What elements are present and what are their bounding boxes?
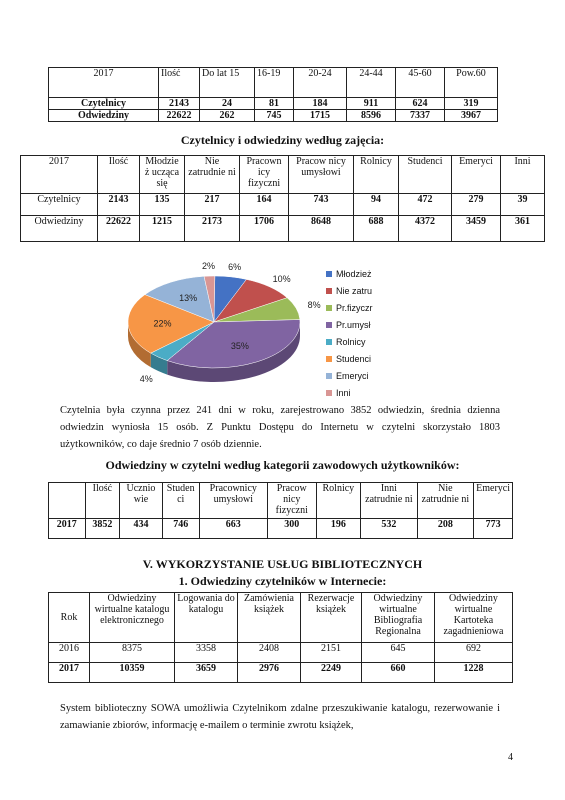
legend-swatch [326, 356, 332, 362]
table-cell: 745 [255, 110, 294, 122]
table-cell: 688 [354, 216, 399, 242]
table-row [49, 98, 498, 110]
legend-item [326, 333, 381, 350]
table-cell: 2143 [159, 98, 200, 110]
table-cell: 660 [362, 663, 435, 683]
table-row [21, 216, 545, 242]
table-header-row [49, 68, 498, 98]
table-cell: 911 [347, 98, 396, 110]
heading-occupation: Czytelnicy i odwiedziny według zajęcia: [180, 133, 385, 147]
subsection-title: 1. Odwiedziny czytelników w Internecie: [178, 574, 387, 588]
table-cell: 94 [354, 194, 399, 216]
table-header-cell: Ucznio wie [120, 483, 163, 519]
table-row [49, 663, 513, 683]
table-header-cell [49, 483, 86, 519]
table-header-cell: Pracown icy fizyczni [240, 156, 289, 194]
table-header-cell: 24-44 [347, 68, 396, 98]
legend-label: Pr.fizyczr [336, 302, 373, 313]
table-header-cell: Rok [49, 593, 90, 643]
pie-data-label: 8% [307, 300, 321, 311]
table-cell: 208 [417, 519, 474, 539]
pie-data-label: 13% [179, 293, 198, 304]
table-cell: 4372 [399, 216, 452, 242]
legend-label: Rolnicy [336, 336, 366, 347]
legend-swatch [326, 339, 332, 345]
table-cell: 773 [474, 519, 513, 539]
table-row [49, 110, 498, 122]
table-row [21, 194, 545, 216]
table-cell: 1715 [294, 110, 347, 122]
pie-data-label: 10% [272, 274, 291, 285]
legend-item [326, 350, 381, 367]
table-cell: 3852 [85, 519, 120, 539]
table-cell: 10359 [90, 663, 175, 683]
table-cell: 1228 [435, 663, 513, 683]
table-cell: 8375 [90, 643, 175, 663]
legend-swatch [326, 390, 332, 396]
table-header-cell: Pracow nicy fizyczni [267, 483, 316, 519]
table-cell: 196 [316, 519, 361, 539]
table-header-cell: 2017 [49, 68, 159, 98]
table-cell: 472 [399, 194, 452, 216]
table-header-cell: Odwiedziny wirtualne katalogu elektronicznego [90, 593, 175, 643]
table-cell: Czytelnicy [21, 194, 98, 216]
table-header-cell: Nie zatrudnie ni [185, 156, 240, 194]
table-cell: 24 [200, 98, 255, 110]
table-header-cell: Studenci [399, 156, 452, 194]
legend-item [326, 384, 381, 401]
table-header-cell: Ilość [98, 156, 140, 194]
table-header-cell: 16-19 [255, 68, 294, 98]
table-cell: 1706 [240, 216, 289, 242]
table-row [49, 643, 513, 663]
pie-data-label: 35% [230, 340, 249, 351]
table-header-row [49, 483, 513, 519]
table-cell: Odwiedziny [49, 110, 159, 122]
table-cell: 22622 [98, 216, 140, 242]
table-cell: 645 [362, 643, 435, 663]
table-header-cell: 45-60 [396, 68, 445, 98]
pie-data-label: 6% [228, 261, 242, 272]
table-cell: 2017 [49, 663, 90, 683]
table-header-cell: Studen ci [162, 483, 199, 519]
table-cell: 2151 [301, 643, 362, 663]
table-cell: 279 [452, 194, 501, 216]
table-cell: 135 [140, 194, 185, 216]
table-header-cell: Rezerwacje książek [301, 593, 362, 643]
legend-label: Pr.umysł [336, 319, 371, 330]
pie-data-label: 22% [153, 318, 172, 329]
table-header-cell: Ilość [85, 483, 120, 519]
table-header-cell: Pracownicy umysłowi [199, 483, 267, 519]
legend-item [326, 367, 381, 384]
table-cell: 8596 [347, 110, 396, 122]
table-cell: 3459 [452, 216, 501, 242]
pie-data-label: 2% [201, 260, 215, 271]
table-header-cell: Rolnicy [354, 156, 399, 194]
legend-swatch [326, 305, 332, 311]
table-cell: 746 [162, 519, 199, 539]
table-cell: 81 [255, 98, 294, 110]
table-header-cell: Młodzie ż ucząca się [140, 156, 185, 194]
table-cell: 692 [435, 643, 513, 663]
table-header-cell: Nie zatrudnie ni [417, 483, 474, 519]
legend-swatch [326, 271, 332, 277]
table-cell: 3659 [175, 663, 238, 683]
table-cell: 7337 [396, 110, 445, 122]
table-header-cell: Inni zatrudnie ni [361, 483, 417, 519]
paragraph-sowa-system: System biblioteczny SOWA umożliwia Czytelnikom zdalne przeszukiwanie katalogu, rezerwowanie i zamawianie zbiorów, informację e-mailem o terminie zwrotu książek, [60, 703, 500, 731]
occupation-pie-chart [104, 260, 324, 405]
table-cell: 2249 [301, 663, 362, 683]
table-cell: 743 [289, 194, 354, 216]
table-cell: 39 [501, 194, 545, 216]
table-header-cell: Logowania do katalogu [175, 593, 238, 643]
legend-label: Młodzież [336, 268, 372, 279]
table-cell: 184 [294, 98, 347, 110]
table-header-cell: Odwiedziny wirtualne Bibliografia Regionalna [362, 593, 435, 643]
table-cell: 2408 [238, 643, 301, 663]
table-header-cell: Pracow nicy umysłowi [289, 156, 354, 194]
table-cell: 1215 [140, 216, 185, 242]
table-cell: 2017 [49, 519, 86, 539]
table-header-cell: Pow.60 [445, 68, 498, 98]
table-cell: Czytelnicy [49, 98, 159, 110]
legend-swatch [326, 373, 332, 379]
table-cell: 164 [240, 194, 289, 216]
legend-swatch [326, 288, 332, 294]
table-cell: 2976 [238, 663, 301, 683]
legend-swatch [326, 322, 332, 328]
table-header-cell: Do lat 15 [200, 68, 255, 98]
table-cell: 300 [267, 519, 316, 539]
table-header-cell: Ilość [159, 68, 200, 98]
table-header-cell: Odwiedziny wirtualne Kartoteka zagadnieniowa [435, 593, 513, 643]
section-title: V. WYKORZYSTANIE USŁUG BIBLIOTECZNYCH [142, 557, 423, 571]
table-cell: 361 [501, 216, 545, 242]
legend-label: Nie zatru [336, 285, 373, 296]
table-cell: 532 [361, 519, 417, 539]
table-header-row [49, 593, 513, 643]
legend-item [326, 299, 381, 316]
table-cell: 217 [185, 194, 240, 216]
heading-visits-by-category: Odwiedziny w czytelni według kategorii zawodowych użytkowników: [105, 458, 460, 472]
table-header-cell: Emeryci [474, 483, 513, 519]
table-cell: 434 [120, 519, 163, 539]
table-cell: 2173 [185, 216, 240, 242]
table-cell: 3358 [175, 643, 238, 663]
table-header-cell: Zamówienia książek [238, 593, 301, 643]
table-cell: 2016 [49, 643, 90, 663]
paragraph-reading-room: Czytelnia była czynna przez 241 dni w roku, zarejestrowano 3852 odwiedzin, średnia dzienna odwiedzin wyniosła 15 osób. Z Punktu Dostępu do Internetu w czytelni skorzystało 1803 użytkowników, co daje średnio 7 osób dziennie. [60, 405, 500, 450]
table-cell: 2143 [98, 194, 140, 216]
table-internet-visits [48, 592, 513, 683]
table-cell: 22622 [159, 110, 200, 122]
table-cell: 262 [200, 110, 255, 122]
table-cell: Odwiedziny [21, 216, 98, 242]
table-cell: 8648 [289, 216, 354, 242]
table-header-row [21, 156, 545, 194]
table-cell: 663 [199, 519, 267, 539]
page-number: 4 [508, 752, 513, 763]
table-visits-by-category [48, 482, 513, 539]
legend-label: Studenci [336, 353, 372, 364]
table-header-cell: Emeryci [452, 156, 501, 194]
table-header-cell: 2017 [21, 156, 98, 194]
pie-data-label: 4% [139, 373, 153, 384]
legend-item [326, 316, 381, 333]
table-occupation [20, 155, 545, 242]
table-header-cell: Inni [501, 156, 545, 194]
table-cell: 3967 [445, 110, 498, 122]
chart-legend [326, 265, 381, 401]
table-header-cell: Rolnicy [316, 483, 361, 519]
legend-item [326, 265, 381, 282]
table-cell: 624 [396, 98, 445, 110]
table-row [49, 519, 513, 539]
table-cell: 319 [445, 98, 498, 110]
legend-label: Inni [336, 387, 351, 398]
table-age-groups [48, 67, 498, 122]
legend-label: Emeryci [336, 370, 369, 381]
legend-item [326, 282, 381, 299]
table-header-cell: 20-24 [294, 68, 347, 98]
